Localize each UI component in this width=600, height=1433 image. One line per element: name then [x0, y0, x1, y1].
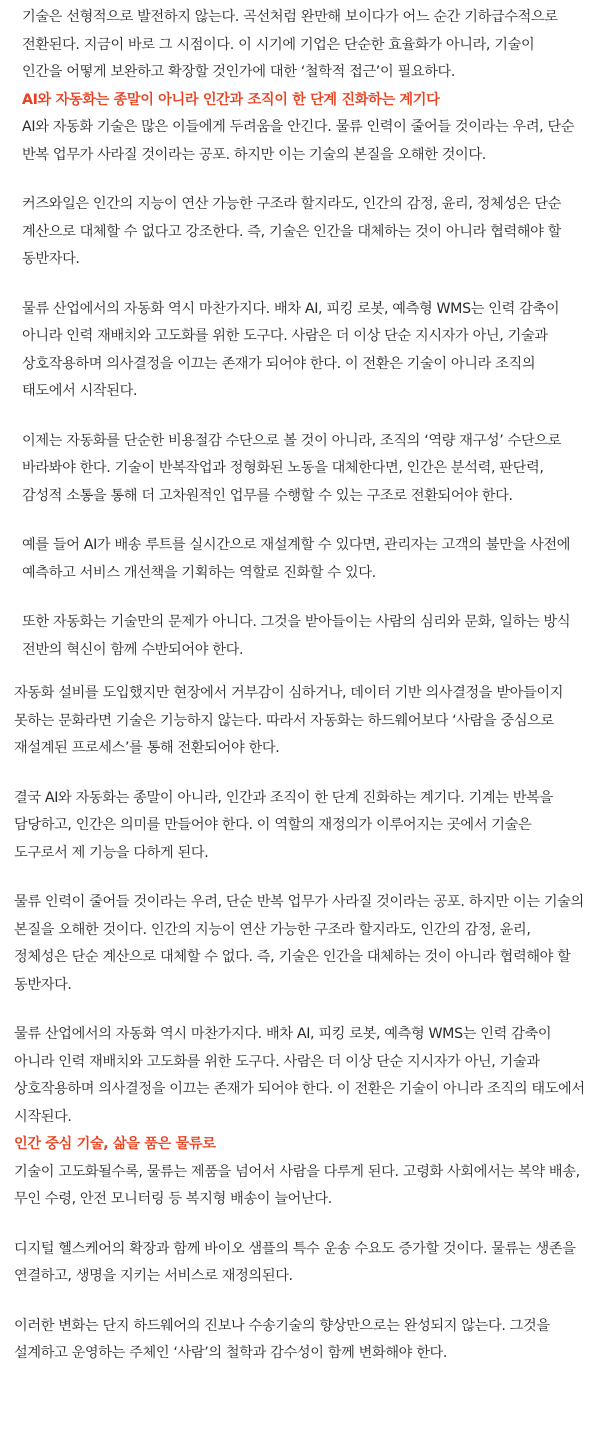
section-heading-human-centered: 인간 중심 기술, 삶을 품은 물류로 — [14, 1136, 216, 1152]
paragraph-kurzweil: 커즈와일은 인간의 지능이 연산 가능한 구조라 할지라도, 인간의 감정, 윤리, 정체성은 단순 계산으로 대체할 수 없다고 강조한다. 즉, 기술은 인간을 대체하는 것이 아니라 협력해야 할 동반자다. — [22, 196, 562, 267]
paragraph-fear-of-automation: AI와 자동화 기술은 많은 이들에게 두려움을 안긴다. 물류 인력이 줄어들 것이라는 우려, 단순 반복 업무가 사라질 것이라는 공포. 하지만 이는 기술의 본질을 오해한 것이다. — [22, 119, 575, 163]
paragraph-logistics-automation: 물류 산업에서의 자동화 역시 마찬가지다. 배차 AI, 피킹 로봇, 예측형 WMS는 인력 감축이 아니라 인력 재배치와 고도화를 위한 도구다. 사람은 더 이상 단순 지시자가 아닌, 기술과 상호작용하며 의사결정을 이끄는 존재가 되어야 한다. 이 전환은 기술이 아니라 조직의 태도에서 시작된다. — [22, 300, 560, 399]
paragraph-culture-innovation: 또한 자동화는 기술만의 문제가 아니다. 그것을 받아들이는 사람의 심리와 문화, 일하는 방식 전반의 혁신이 함께 수반되어야 한다. — [22, 614, 571, 658]
paragraph-capability-reconstruction: 이제는 자동화를 단순한 비용절감 수단으로 볼 것이 아니라, 조직의 ‘역량 재구성’ 수단으로 바라봐야 한다. 기술이 반복작업과 정형화된 노동을 대체한다면, 인간은 분석력, 판단력, 감성적 소통을 통해 더 고차원적인 업무를 수행할 수 있는 구조로 전환되어야 한다. — [22, 432, 562, 504]
paragraph-digital-healthcare: 디지털 헬스케어의 확장과 함께 바이오 샘플의 특수 운송 수요도 증가할 것이다. 물류는 생존을 연결하고, 생명을 지키는 서비스로 재정의된다. — [14, 1240, 576, 1284]
paragraph-welfare-delivery: 기술이 고도화될수록, 물류는 제품을 넘어서 사람을 다루게 된다. 고령화 사회에서는 복약 배송, 무인 수령, 안전 모니터링 등 복지형 배송이 늘어난다. — [14, 1163, 580, 1207]
section-heading-ai-automation: AI와 자동화는 종말이 아니라 인간과 조직이 한 단계 진화하는 계기다 — [22, 91, 440, 108]
intro-paragraph: 기술은 선형적으로 발전하지 않는다. 곡선처럼 완만해 보이다가 어느 순간 기하급수적으로 전환된다. 지금이 바로 그 시점이다. 이 시기에 기업은 단순한 효율화가 아니라, 기술이 인간을 어떻게 보완하고 확장할 것인가에 대한 ‘철학적 접근’이 필요하다. — [22, 9, 558, 80]
paragraph-conclusion-evolution: 결국 AI와 자동화는 종말이 아니라, 인간과 조직이 한 단계 진화하는 계기다. 기계는 반복을 담당하고, 인간은 의미를 만들어야 한다. 이 역할의 재정의가 이루어지는 곳에서 기술은 도구로서 제 기능을 다하게 된다. — [14, 789, 553, 861]
paragraph-people-centered-process: 자동화 설비를 도입했지만 현장에서 거부감이 심하거나, 데이터 기반 의사결정을 받아들이지 못하는 문화라면 기술은 기능하지 않는다. 따라서 자동화는 하드웨어보다 ‘사람을 중심으로 재설계된 프로세스’를 통해 전환되어야 한다. — [14, 685, 564, 756]
paragraph-logistics-automation-restated: 물류 산업에서의 자동화 역시 마찬가지다. 배차 AI, 피킹 로봇, 예측형 WMS는 인력 감축이 아니라 인력 재배치와 고도화를 위한 도구다. 사람은 더 이상 단순 지시자가 아닌, 기술과 상호작용하며 의사결정을 이끄는 존재가 되어야 한다. 이 전환은 기술이 아니라 조직의 태도에서 시작된다. — [14, 1026, 585, 1125]
paragraph-route-redesign-example: 예를 들어 AI가 배송 루트를 실시간으로 재설계할 수 있다면, 관리자는 고객의 불만을 사전에 예측하고 서비스 개선책을 기획하는 역할로 진화할 수 있다. — [22, 537, 571, 581]
paragraph-fear-restated: 물류 인력이 줄어들 것이라는 우려, 단순 반복 업무가 사라질 것이라는 공포. 하지만 이는 기술의 본질을 오해한 것이다. 인간의 지능이 연산 가능한 구조라 할지라도, 인간의 감정, 윤리, 정체성은 단순 계산으로 대체할 수 없다. 즉, 기술은 인간을 대체하는 것이 아니라 협력해야 할 동반자다. — [14, 894, 584, 993]
paragraph-philosophy-of-people: 이러한 변화는 단지 하드웨어의 진보나 수송기술의 향상만으로는 완성되지 않는다. 그것을 설계하고 운영하는 주체인 ‘사람’의 철학과 감수성이 함께 변화해야 한다. — [14, 1317, 550, 1361]
